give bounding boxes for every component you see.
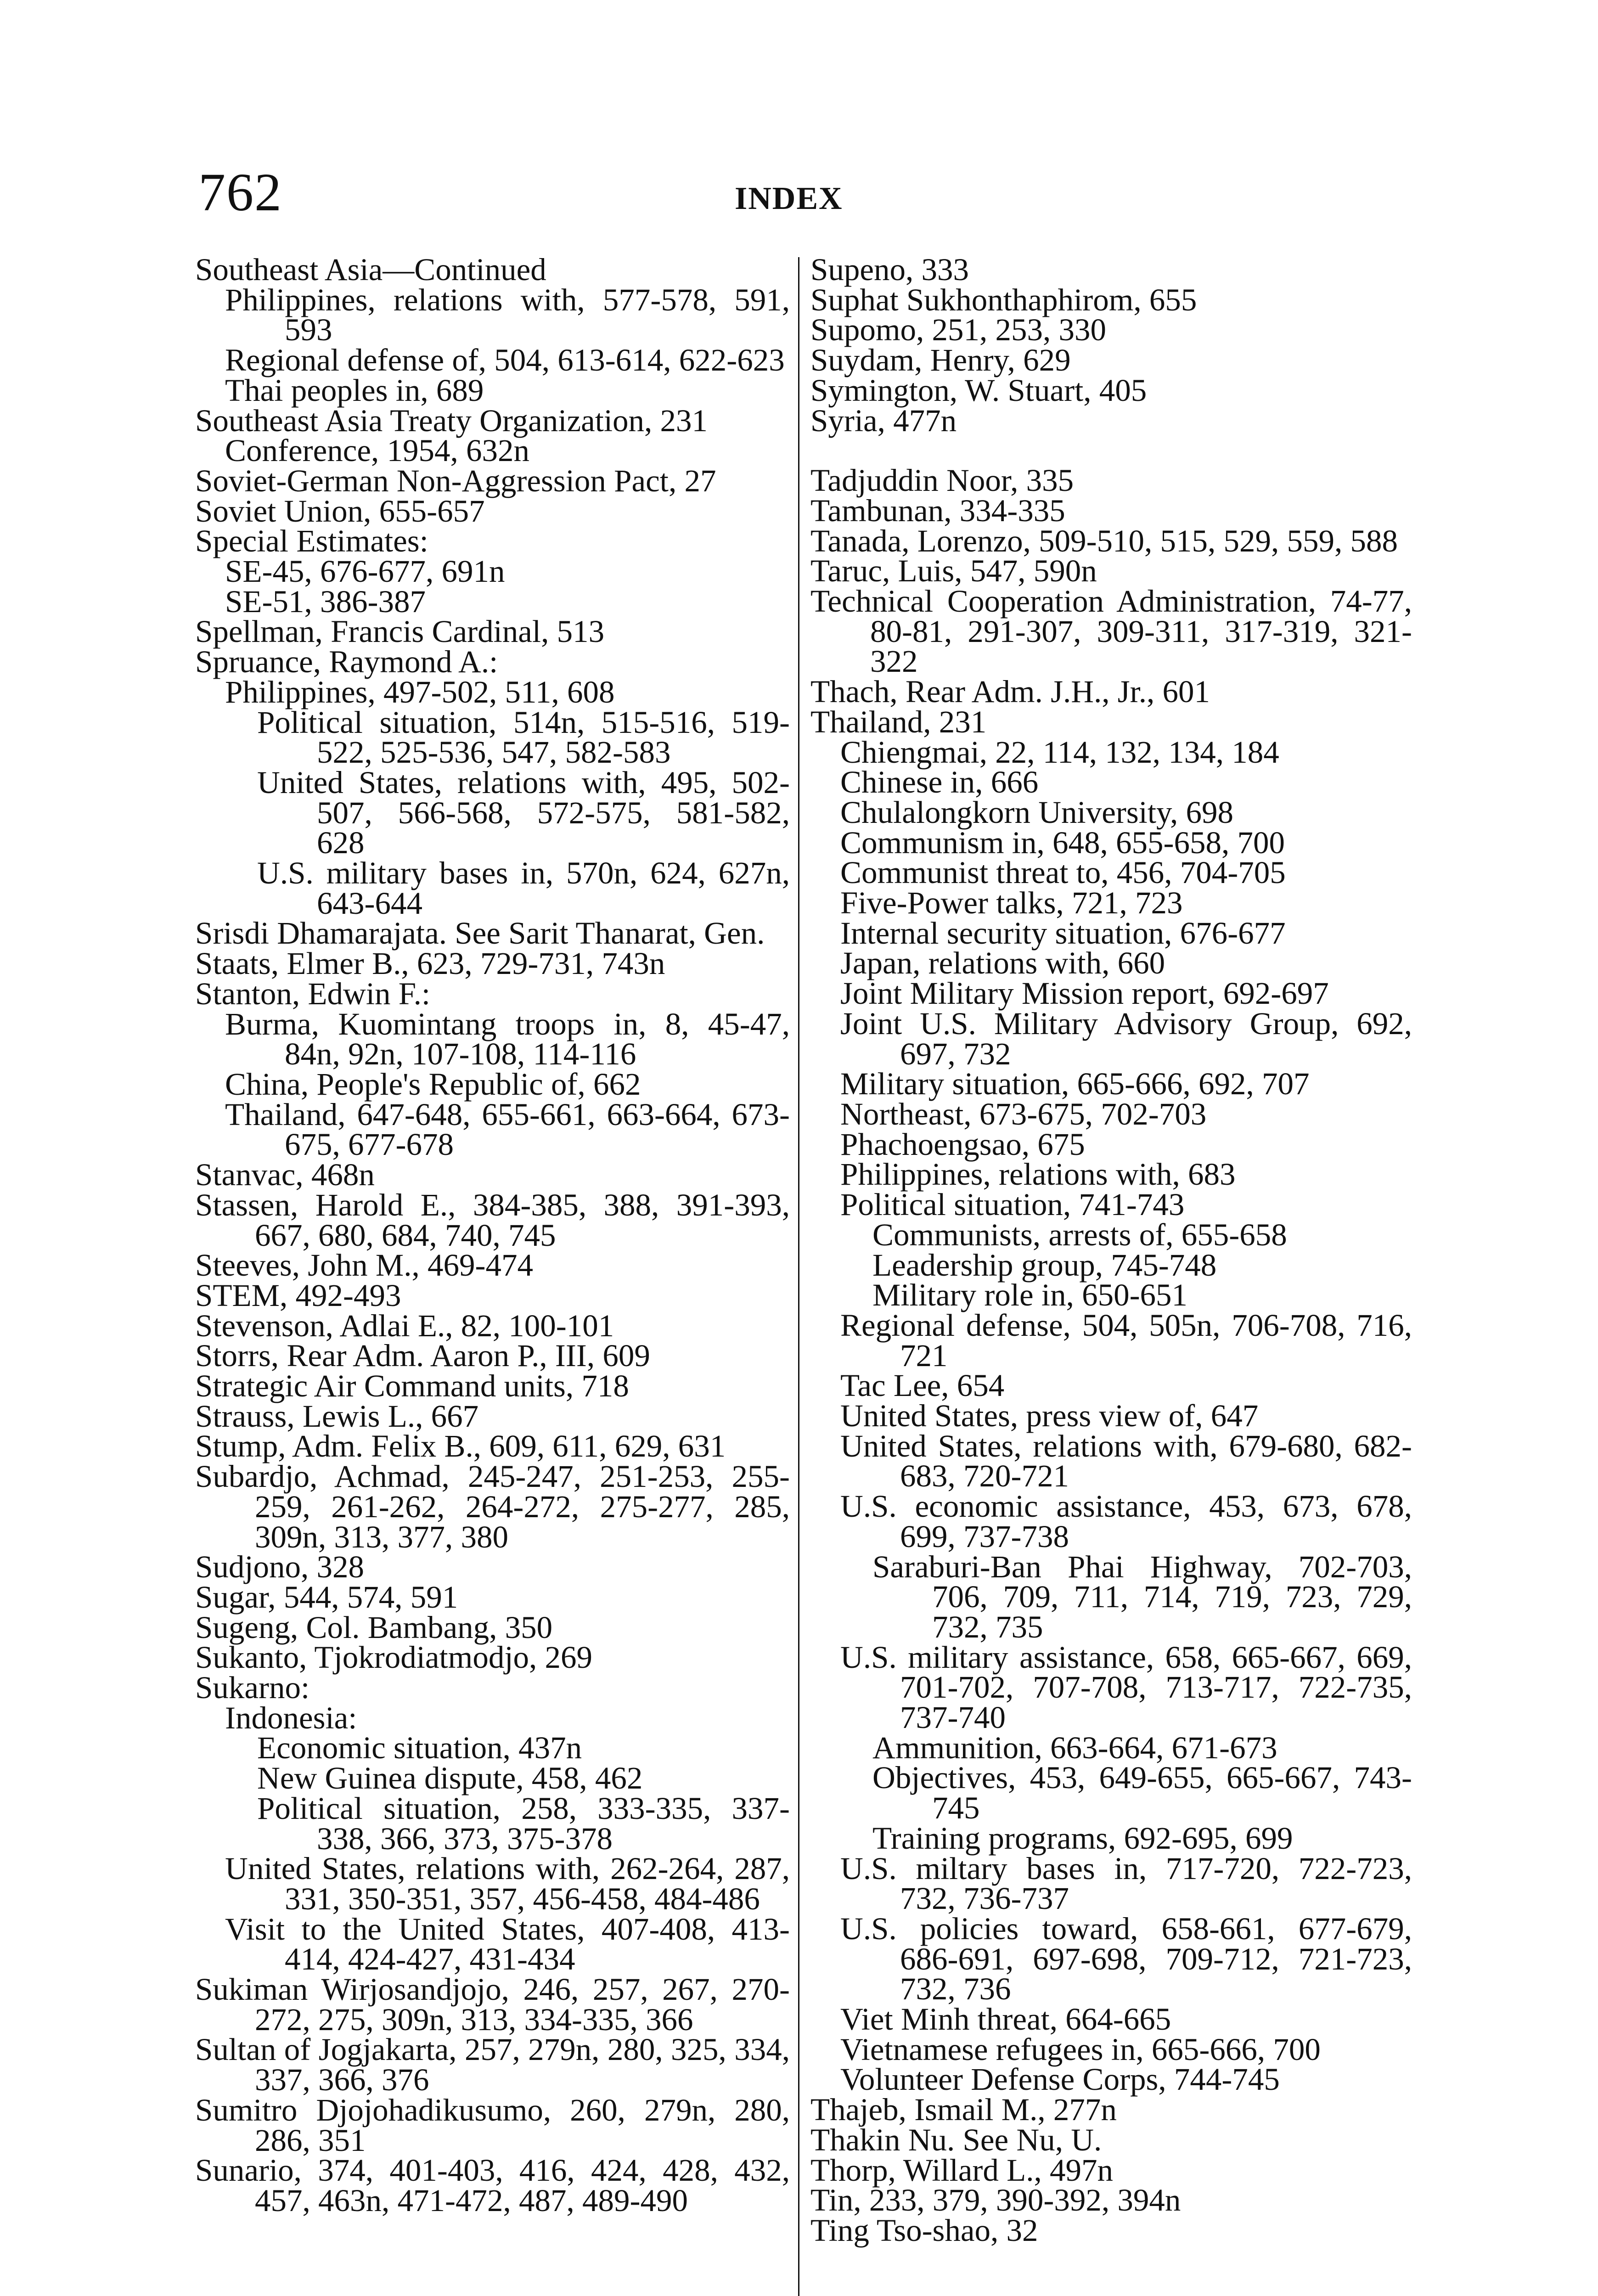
index-entry: Spruance, Raymond A.: [195, 644, 498, 680]
index-subentry: Philippines, relations with, 577-578, 591, 593 [225, 282, 790, 348]
index-subentry: Joint Military Mission report, 692-697 [840, 976, 1329, 1011]
index-entry: Strauss, Lewis L., 667 [195, 1398, 479, 1434]
index-subentry: Indonesia: [225, 1700, 357, 1735]
column-divider [798, 257, 799, 2296]
index-entry: Stevenson, Adlai E., 82, 100-101 [195, 1308, 614, 1343]
index-subentry: Northeast, 673-675, 702-703 [840, 1096, 1207, 1131]
index-subentry: U.S. military assistance, 658, 665-667, 669, 701-702, 707-708, 713-717, 722-735, 737-740 [840, 1639, 1412, 1735]
index-subentry: Military situation, 665-666, 692, 707 [840, 1066, 1310, 1102]
index-subentry: U.S. policies toward, 658-661, 677-679, 686-691, 697-698, 709-712, 721-723, 732, 736 [840, 1911, 1412, 2007]
index-entry: Taruc, Luis, 547, 590n [810, 553, 1097, 589]
index-entry: Ting Tso-shao, 32 [810, 2213, 1038, 2248]
index-subentry: Viet Minh threat, 664-665 [840, 2002, 1171, 2037]
index-subentry: Economic situation, 437n [257, 1730, 582, 1766]
index-subentry: Joint U.S. Military Advisory Group, 692, 697, 732 [840, 1006, 1412, 1071]
index-entry: Tin, 233, 379, 390-392, 394n [810, 2183, 1181, 2218]
index-subentry: Volunteer Defense Corps, 744-745 [840, 2062, 1280, 2097]
index-subentry: Chinese in, 666 [840, 765, 1039, 800]
index-entry: Strategic Air Command units, 718 [195, 1368, 629, 1404]
index-subentry: United States, relations with, 679-680, 682-683, 720-721 [840, 1428, 1412, 1494]
index-entry: Srisdi Dhamarajata. See Sarit Thanarat, Gen. [195, 916, 765, 951]
index-entry: Sukarno: [195, 1670, 310, 1705]
index-entry: Soviet Union, 655-657 [195, 493, 485, 529]
index-entry: Symington, W. Stuart, 405 [810, 372, 1147, 408]
page-number: 762 [198, 162, 282, 222]
index-subentry: Political situation, 258, 333-335, 337-338, 366, 373, 375-378 [257, 1790, 790, 1856]
index-subentry: U.S. miltary bases in, 717-720, 722-723, 732, 736-737 [840, 1851, 1412, 1916]
index-subentry: Thai peoples in, 689 [225, 372, 484, 408]
index-entry: Soviet-German Non-Aggression Pact, 27 [195, 463, 716, 498]
index-entry: Sukanto, Tjokrodiatmodjo, 269 [195, 1640, 593, 1675]
index-subentry: United States, relations with, 262-264, 287, 331, 350-351, 357, 456-458, 484-486 [225, 1851, 790, 1916]
index-subentry: Japan, relations with, 660 [840, 945, 1165, 981]
index-subentry: Philippines, relations with, 683 [840, 1157, 1236, 1192]
running-head: INDEX [735, 181, 843, 216]
index-subentry: Leadership group, 745-748 [872, 1247, 1217, 1283]
index-entry: Subardjo, Achmad, 245-247, 251-253, 255-259, 261-262, 264-272, 275-277, 285, 309n, 313, 377, 380 [195, 1459, 790, 1554]
index-subentry: Communist threat to, 456, 704-705 [840, 855, 1286, 890]
index-entry: Thailand, 231 [810, 704, 987, 739]
index-entry: STEM, 492-493 [195, 1277, 401, 1313]
index-entry: Tanada, Lorenzo, 509-510, 515, 529, 559, 588 [810, 523, 1398, 558]
index-entry: Sultan of Jogjakarta, 257, 279n, 280, 325, 334, 337, 366, 376 [195, 2032, 790, 2098]
index-subentry: Communism in, 648, 655-658, 700 [840, 825, 1285, 860]
index-entry: Stanvac, 468n [195, 1157, 375, 1193]
index-entry: Thajeb, Ismail M., 277n [810, 2092, 1117, 2127]
index-entry: Stassen, Harold E., 384-385, 388, 391-393, 667, 680, 684, 740, 745 [195, 1187, 790, 1253]
index-subentry: Communists, arrests of, 655-658 [872, 1217, 1287, 1252]
index-subentry: Regional defense of, 504, 613-614, 622-623 [225, 343, 785, 378]
index-entry: Storrs, Rear Adm. Aaron P., III, 609 [195, 1338, 650, 1373]
index-entry: Sudjono, 328 [195, 1549, 365, 1585]
index-entry: Tambunan, 334-335 [810, 493, 1065, 528]
index-entry: Supeno, 333 [810, 252, 969, 287]
index-subentry: SE-51, 386-387 [225, 584, 426, 619]
index-entry: Sunario, 374, 401-403, 416, 424, 428, 432, 457, 463n, 471-472, 487, 489-490 [195, 2153, 790, 2218]
index-subentry: Five-Power talks, 721, 723 [840, 885, 1183, 921]
index-entry: Spellman, Francis Cardinal, 513 [195, 614, 605, 649]
index-subentry: Burma, Kuomintang troops in, 8, 45-47, 84n, 92n, 107-108, 114-116 [225, 1006, 790, 1072]
index-subentry: Political situation, 741-743 [840, 1187, 1185, 1222]
index-entry: Stanton, Edwin F.: [195, 976, 431, 1011]
index-subentry: China, People's Republic of, 662 [225, 1066, 641, 1102]
index-entry: Thach, Rear Adm. J.H., Jr., 601 [810, 674, 1210, 709]
index-subentry: Visit to the United States, 407-408, 413-414, 424-427, 431-434 [225, 1911, 790, 1977]
index-entry: Thakin Nu. See Nu, U. [810, 2122, 1102, 2157]
index-subentry: SE-45, 676-677, 691n [225, 554, 505, 589]
index-entry: Technical Cooperation Administration, 74-77, 80-81, 291-307, 309-311, 317-319, 321-322 [810, 584, 1412, 679]
index-entry: Tadjuddin Noor, 335 [810, 463, 1074, 498]
index-subentry: Chulalongkorn University, 698 [840, 794, 1234, 830]
index-entry: Stump, Adm. Felix B., 609, 611, 629, 631 [195, 1429, 726, 1464]
index-subentry: U.S. economic assistance, 453, 673, 678, 699, 737-738 [840, 1489, 1412, 1554]
index-entry: Suydam, Henry, 629 [810, 343, 1071, 378]
index-subentry: Conference, 1954, 632n [225, 433, 529, 468]
index-subentry: United States, relations with, 495, 502-507, 566-568, 572-575, 581-582, 628 [257, 765, 790, 861]
index-subentry: Thailand, 647-648, 655-661, 663-664, 673-675, 677-678 [225, 1097, 790, 1162]
index-subentry: Objectives, 453, 649-655, 665-667, 743-745 [872, 1760, 1412, 1826]
index-entry: Sukiman Wirjosandjojo, 246, 257, 267, 270-272, 275, 309n, 313, 334-335, 366 [195, 1972, 790, 2037]
index-entry: Thorp, Willard L., 497n [810, 2152, 1114, 2188]
index-subentry: U.S. military bases in, 570n, 624, 627n, 643-644 [257, 855, 790, 921]
index-column-right [810, 252, 1412, 2248]
index-subentry: Regional defense, 504, 505n, 706-708, 716, 721 [840, 1307, 1412, 1373]
index-subentry: Political situation, 514n, 515-516, 519-522, 525-536, 547, 582-583 [257, 704, 790, 770]
index-subentry: Chiengmai, 22, 114, 132, 134, 184 [840, 734, 1279, 770]
index-subentry: Training programs, 692-695, 699 [872, 1820, 1293, 1856]
index-subentry: New Guinea dispute, 458, 462 [257, 1761, 643, 1796]
index-entry: Southeast Asia—Continued [195, 252, 546, 287]
index-subentry: Internal security situation, 676-677 [840, 915, 1286, 951]
index-subentry: Saraburi-Ban Phai Highway, 702-703, 706, 709, 711, 714, 719, 723, 729, 732, 735 [872, 1549, 1412, 1644]
index-column-left [195, 252, 790, 2218]
index-entry: Syria, 477n [810, 403, 957, 438]
index-subentry: Vietnamese refugees in, 665-666, 700 [840, 2032, 1321, 2067]
index-entry: Staats, Elmer B., 623, 729-731, 743n [195, 946, 665, 981]
index-entry: Special Estimates: [195, 523, 428, 559]
index-subentry: Phachoengsao, 675 [840, 1126, 1085, 1162]
index-entry: Sumitro Djojohadikusumo, 260, 279n, 280, 286, 351 [195, 2092, 790, 2158]
index-subentry: Military role in, 650-651 [872, 1277, 1188, 1313]
index-subentry: Ammunition, 663-664, 671-673 [872, 1730, 1277, 1765]
index-entry: Suphat Sukhonthaphirom, 655 [810, 282, 1197, 317]
index-subentry: United States, press view of, 647 [840, 1398, 1259, 1434]
section-gap [810, 436, 1412, 466]
index-entry: Southeast Asia Treaty Organization, 231 [195, 403, 708, 438]
index-entry: Sugeng, Col. Bambang, 350 [195, 1609, 553, 1645]
index-subentry: Tac Lee, 654 [840, 1368, 1005, 1403]
index-entry: Sugar, 544, 574, 591 [195, 1579, 458, 1615]
index-subentry: Philippines, 497-502, 511, 608 [225, 674, 615, 709]
index-entry: Supomo, 251, 253, 330 [810, 312, 1107, 348]
index-entry: Steeves, John M., 469-474 [195, 1248, 533, 1283]
